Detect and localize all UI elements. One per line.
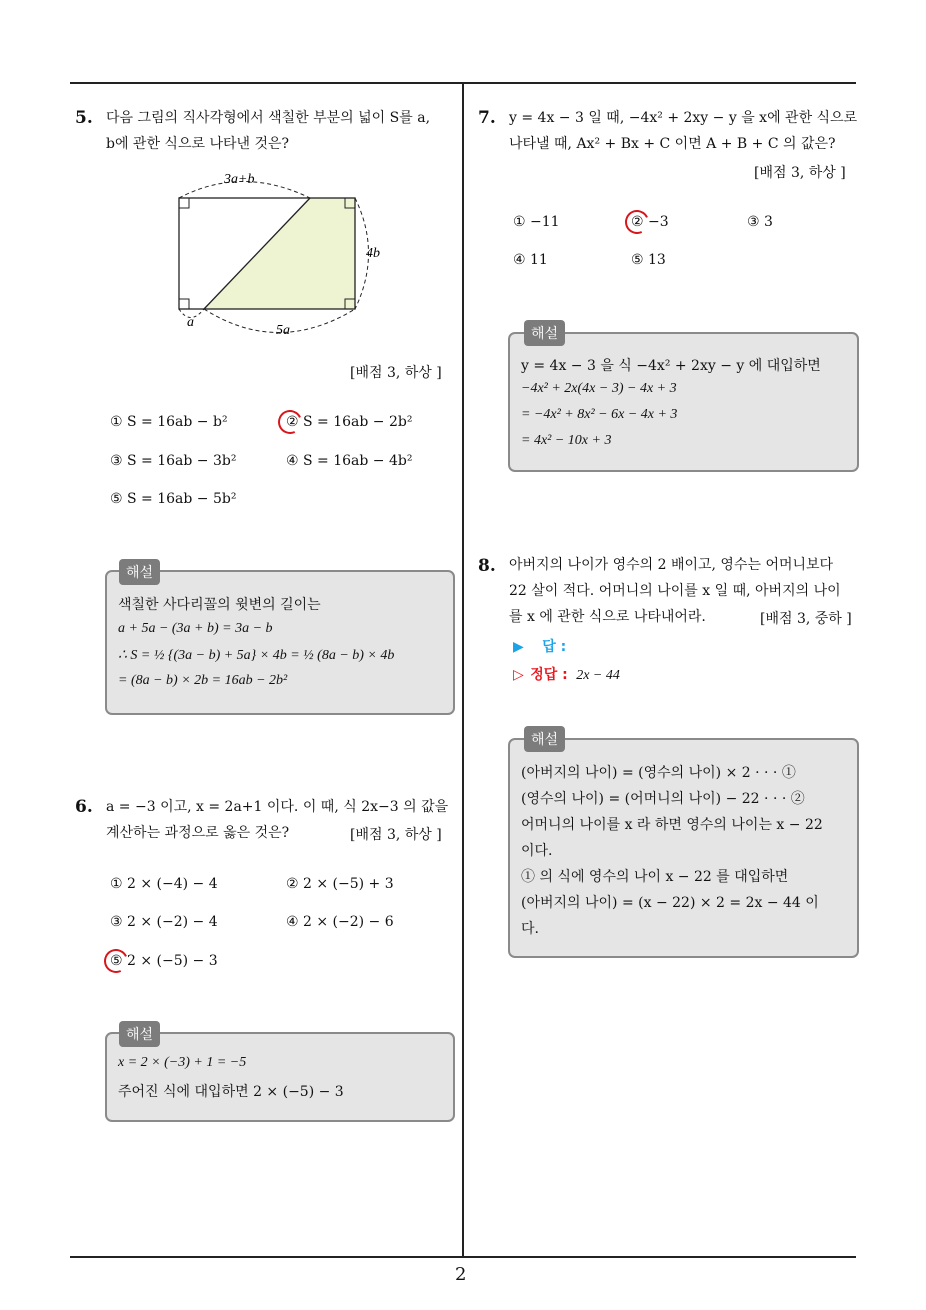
q6-solution-line: 주어진 식에 대입하면 2 × (−5) − 3 xyxy=(118,1084,344,1100)
q8-text-line3: 를 x 에 관한 식으로 나타내어라. xyxy=(509,609,706,625)
q8-correct-value: 2x − 44 xyxy=(576,668,620,683)
play-outline-icon: ▷ xyxy=(513,667,524,683)
q5-option-1[interactable]: ① S = 16ab − b² xyxy=(110,414,228,430)
q7-solution-tag: 해설 xyxy=(524,320,565,346)
q8-solution-line: 이다. xyxy=(521,843,553,859)
q8-correct-row xyxy=(513,664,620,684)
q8-solution-line: (영수의 나이) = (어머니의 나이) − 22 · · · ② xyxy=(521,791,805,807)
q5-solution-box xyxy=(105,570,455,715)
q6-text-line2: 계산하는 과정으로 옳은 것은? xyxy=(106,825,290,841)
q7-score: [배점 3, 하상 ] xyxy=(754,165,846,181)
q8-solution-line: 다. xyxy=(521,921,539,937)
q5-number: 5. xyxy=(75,108,93,128)
q6-number: 6. xyxy=(75,797,93,817)
q6-option-3[interactable]: ③ 2 × (−2) − 4 xyxy=(110,914,218,930)
q6-solution-tag: 해설 xyxy=(119,1021,160,1047)
q5-score: [배점 3, 하상 ] xyxy=(350,365,442,381)
q5-text-line2: b에 관한 식으로 나타낸 것은? xyxy=(106,136,290,152)
q6-score: [배점 3, 하상 ] xyxy=(350,827,442,843)
q6-solution-line: x = 2 × (−3) + 1 = −5 xyxy=(118,1055,247,1070)
q8-text-line2: 22 살이 적다. 어머니의 나이를 x 일 때, 아버지의 나이 xyxy=(509,583,841,599)
q5-solution-line: = (8a − b) × 2b = 16ab − 2b² xyxy=(118,673,288,688)
q8-answer-label: 답 : xyxy=(542,639,567,655)
q8-answer-row xyxy=(513,636,566,656)
q5-right-angle-mark xyxy=(179,198,189,208)
q7-solution-box xyxy=(508,332,859,472)
q8-solution-line: 어머니의 나이를 x 라 하면 영수의 나이는 x − 22 xyxy=(521,817,823,833)
q5-option-5[interactable]: ⑤ S = 16ab − 5b² xyxy=(110,491,237,507)
q7-solution-line: = −4x² + 8x² − 6x − 4x + 3 xyxy=(521,407,678,422)
q5-answer-mark xyxy=(275,407,306,438)
q6-option-1[interactable]: ① 2 × (−4) − 4 xyxy=(110,876,218,892)
q7-answer-mark xyxy=(622,207,653,238)
q8-solution-line: (아버지의 나이) = (x − 22) × 2 = 2x − 44 이 xyxy=(521,895,819,911)
q7-text-line1: y = 4x − 3 일 때, −4x² + 2xy − y 을 x에 관한 식으로 xyxy=(509,110,858,126)
q6-option-4[interactable]: ④ 2 × (−2) − 6 xyxy=(286,914,394,930)
q5-option-2[interactable]: ② S = 16ab − 2b² xyxy=(286,414,413,430)
q5-solution-line: a + 5a − (3a + b) = 3a − b xyxy=(118,621,273,636)
q7-option-3[interactable]: ③ 3 xyxy=(747,214,773,230)
q5-label-right: 4b xyxy=(366,246,380,261)
q5-label-bottom: 5a xyxy=(276,323,290,338)
q8-solution-line: (아버지의 나이) = (영수의 나이) × 2 · · · ① xyxy=(521,765,796,781)
q5-solution-tag: 해설 xyxy=(119,559,160,585)
q8-score: [배점 3, 중하 ] xyxy=(760,611,852,627)
q5-label-top: 3a+b xyxy=(224,172,255,187)
q6-answer-mark xyxy=(101,946,132,977)
q7-solution-line: = 4x² − 10x + 3 xyxy=(521,433,612,448)
q7-option-4[interactable]: ④ 11 xyxy=(513,252,548,268)
q5-solution-line: 색칠한 사다리꼴의 윗변의 길이는 xyxy=(118,597,321,613)
q8-number: 8. xyxy=(478,556,496,576)
q7-text-line2: 나타낼 때, Ax² + Bx + C 이면 A + B + C 의 값은? xyxy=(509,136,836,152)
q5-solution-line: ∴ S = ½ {(3a − b) + 5a} × 4b = ½ (8a − b) × 4b xyxy=(118,648,395,663)
q5-label-bottom-left: a xyxy=(187,315,194,330)
q5-right-angle-mark xyxy=(179,299,189,309)
q5-figure xyxy=(160,160,400,350)
q7-option-1[interactable]: ① −11 xyxy=(513,214,560,230)
q7-option-5[interactable]: ⑤ 13 xyxy=(631,252,666,268)
column-divider xyxy=(462,82,464,1257)
q8-text-line1: 아버지의 나이가 영수의 2 배이고, 영수는 어머니보다 xyxy=(509,557,834,573)
q5-shaded-trapezoid xyxy=(204,198,355,309)
q7-number: 7. xyxy=(478,108,496,128)
page-number: 2 xyxy=(455,1264,467,1285)
q6-text-line1: a = −3 이고, x = 2a+1 이다. 이 때, 식 2x−3 의 값을 xyxy=(106,799,449,815)
q8-solution-line: ① 의 식에 영수의 나이 x − 22 를 대입하면 xyxy=(521,869,789,885)
q6-option-2[interactable]: ② 2 × (−5) + 3 xyxy=(286,876,394,892)
q7-option-2[interactable]: ② −3 xyxy=(631,214,669,230)
q6-option-5[interactable]: ⑤ 2 × (−5) − 3 xyxy=(110,953,218,969)
q7-solution-line: y = 4x − 3 을 식 −4x² + 2xy − y 에 대입하면 xyxy=(521,358,821,374)
bottom-rule xyxy=(70,1256,856,1258)
q8-solution-tag: 해설 xyxy=(524,726,565,752)
play-icon: ▶ xyxy=(513,639,524,655)
q5-option-3[interactable]: ③ S = 16ab − 3b² xyxy=(110,453,237,469)
q8-correct-label: 정답 : xyxy=(530,667,568,683)
q5-option-4[interactable]: ④ S = 16ab − 4b² xyxy=(286,453,413,469)
q5-text-line1: 다음 그림의 직사각형에서 색칠한 부분의 넓이 S를 a, xyxy=(106,110,431,126)
q7-solution-line: −4x² + 2x(4x − 3) − 4x + 3 xyxy=(521,381,677,396)
